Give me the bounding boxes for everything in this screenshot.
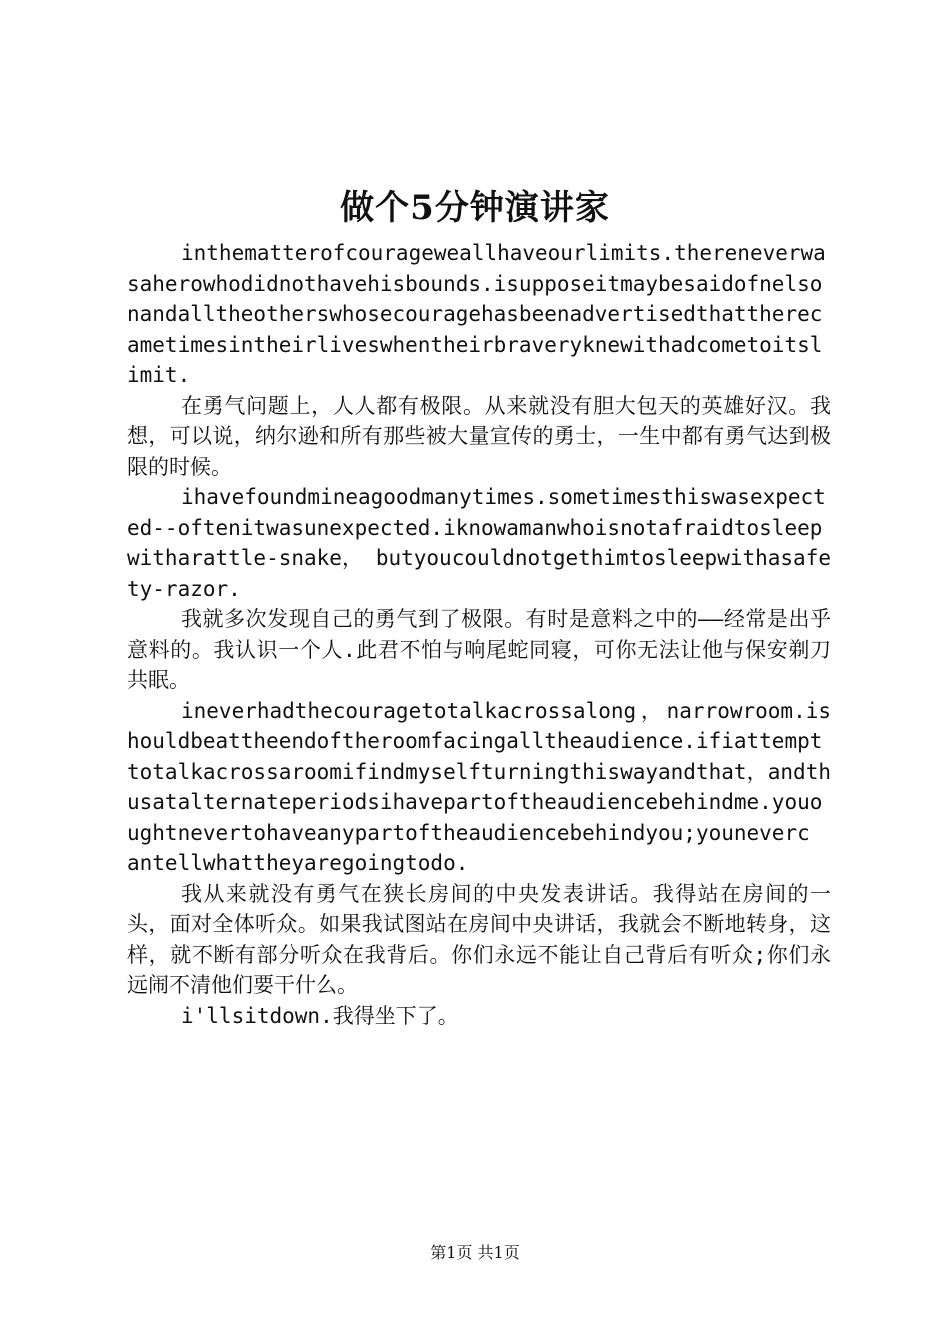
paragraph: ihavefoundmineagoodmanytimes.sometimesthiswasexpected--oftenitwasunexpected.iknowamanwhoisnotafraidtosleepwitharattle-snake， butyoucouldnotgethimtosleepwithasafety-razor.	[127, 485, 831, 601]
page-footer: 第1页 共1页	[430, 1243, 520, 1262]
paragraph: 在勇气问题上，人人都有极限。从来就没有胆大包天的英雄好汉。我想，可以说，纳尔逊和所有那些被大量宣传的勇士，一生中都有勇气达到极限的时候。	[127, 393, 831, 479]
document-body	[127, 238, 831, 1031]
paragraph: ineverhadthecouragetotalkacrossalong，narrowroom.ishouldbeattheendoftheroomfacingalltheaudience.ifiattempttotalkacrossaroomifindmyselfturningthiswayandthat，andthusatalternateperiodsihavepartoftheaudiencebehindme.yououghtnevertohaveanypartoftheaudiencebehindyou;youneverc antellwhattheyaregoingtodo.	[127, 698, 831, 875]
paragraph: 我就多次发现自己的勇气到了极限。有时是意料之中的——经常是出乎意料的。我认识一个人.此君不怕与响尾蛇同寝，可你无法让他与保安剃刀共眠。	[127, 607, 831, 692]
paragraph: i'llsitdown.我得坐下了。	[181, 1003, 459, 1028]
paragraph: inthematterofcourageweallhaveourlimits.thereneverwasaherowhodidnothavehisbounds.isupposeitmaybesaidofnelsonandalltheotherswhosecouragehasbeenadvertisedthattherecametimesintheirliveswhentheirbraveryknewithadcometoitslimit.	[127, 241, 826, 387]
document-title: 做个5分钟演讲家	[340, 188, 610, 228]
paragraph: 我从来就没有勇气在狭长房间的中央发表讲话。我得站在房间的一头，面对全体听众。如果我试图站在房间中央讲话，我就会不断地转身，这样，就不断有部分听众在我背后。你们永远不能让自己背后有听众;你们永远闹不清他们要干什么。	[127, 881, 831, 997]
